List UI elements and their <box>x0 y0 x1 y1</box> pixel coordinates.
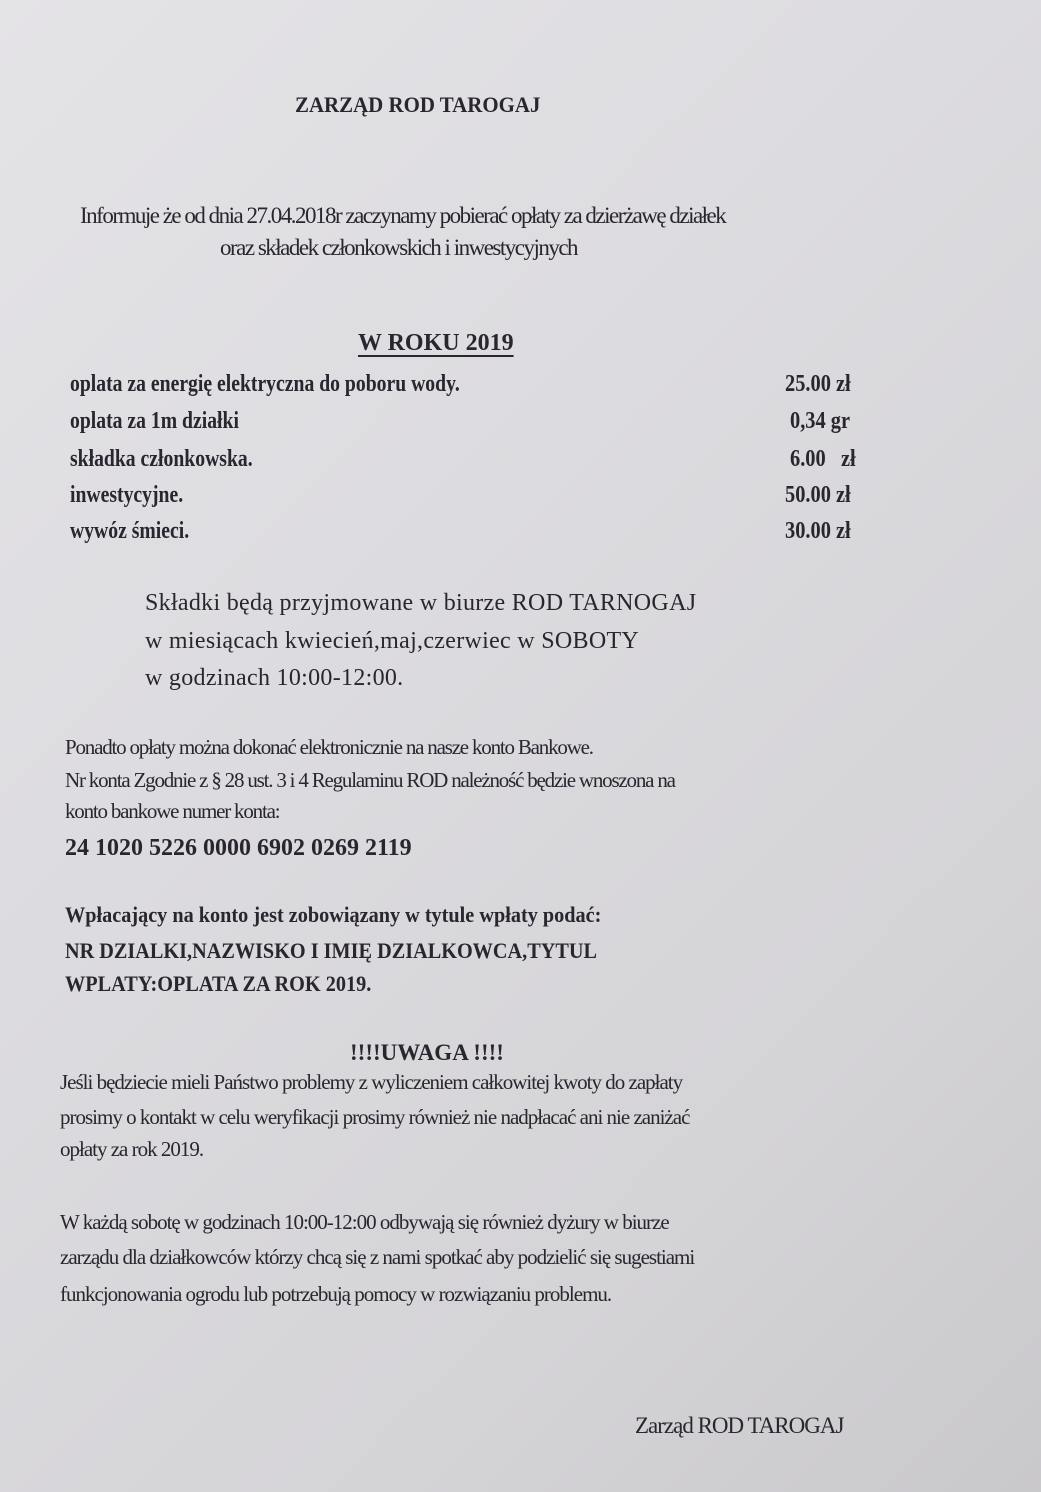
office-line: w miesiącach kwiecień,maj,czerwiec w SOBOTY <box>145 628 640 654</box>
fee-value: 0,34 gr <box>790 408 851 434</box>
warning-line: opłaty za rok 2019. <box>60 1137 204 1161</box>
bank-line: Ponadto opłaty można dokonać elektronicznie na nasze konto Bankowe. <box>65 735 593 759</box>
fee-label: wywóz śmieci. <box>70 518 190 544</box>
duty-line: zarządu dla działkowców którzy chcą się z nami spotkać aby podzielić się sugestiami <box>60 1245 695 1269</box>
fee-label: oplata za energię elektryczna do poboru wody. <box>70 371 460 397</box>
bank-account-number: 24 1020 5226 0000 6902 0269 2119 <box>65 835 412 861</box>
fee-value: 6.00 zł <box>790 446 856 472</box>
duty-line: W każdą sobotę w godzinach 10:00-12:00 odbywają się również dyżury w biurze <box>60 1210 669 1234</box>
payment-title-line: NR DZIALKI,NAZWISKO I IMIĘ DZIALKOWCA,TYTUL <box>65 938 597 963</box>
fee-label: oplata za 1m działki <box>70 408 239 434</box>
intro-line: Informuje że od dnia 27.04.2018r zaczynamy pobierać opłaty za dzierżawę działek <box>80 203 726 228</box>
duty-line: funkcjonowania ogrodu lub potrzebują pomocy w rozwiązaniu problemu. <box>60 1282 612 1306</box>
warning-line: Jeśli będziecie mieli Państwo problemy z wyliczeniem całkowitej kwoty do zapłaty <box>60 1070 683 1094</box>
fee-value: 25.00 zł <box>785 371 851 397</box>
bank-line: Nr konta Zgodnie z § 28 ust. 3 i 4 Regulaminu ROD należność będzie wnoszona na <box>65 768 675 792</box>
document-title: ZARZĄD ROD TAROGAJ <box>295 92 541 117</box>
fee-label: składka członkowska. <box>70 446 253 472</box>
fee-value: 50.00 zł <box>785 482 851 508</box>
office-line: w godzinach 10:00-12:00. <box>145 665 404 691</box>
fee-value: 30.00 zł <box>785 518 851 544</box>
fees-heading: W ROKU 2019 <box>358 330 514 356</box>
payment-title-line: Wpłacający na konto jest zobowiązany w tytule wpłaty podać: <box>65 902 602 927</box>
fee-label: inwestycyjne. <box>70 482 184 508</box>
bank-line: konto bankowe numer konta: <box>65 799 280 823</box>
intro-line: oraz składek członkowskich i inwestycyjnych <box>220 235 578 260</box>
warning-heading: !!!!UWAGA !!!! <box>350 1040 504 1065</box>
office-line: Składki będą przyjmowane w biurze ROD TARNOGAJ <box>145 590 697 616</box>
payment-title-line: WPLATY:OPLATA ZA ROK 2019. <box>65 971 372 996</box>
warning-line: prosimy o kontakt w celu weryfikacji prosimy również nie nadpłacać ani nie zaniżać <box>60 1105 690 1129</box>
signature: Zarząd ROD TAROGAJ <box>635 1413 844 1438</box>
